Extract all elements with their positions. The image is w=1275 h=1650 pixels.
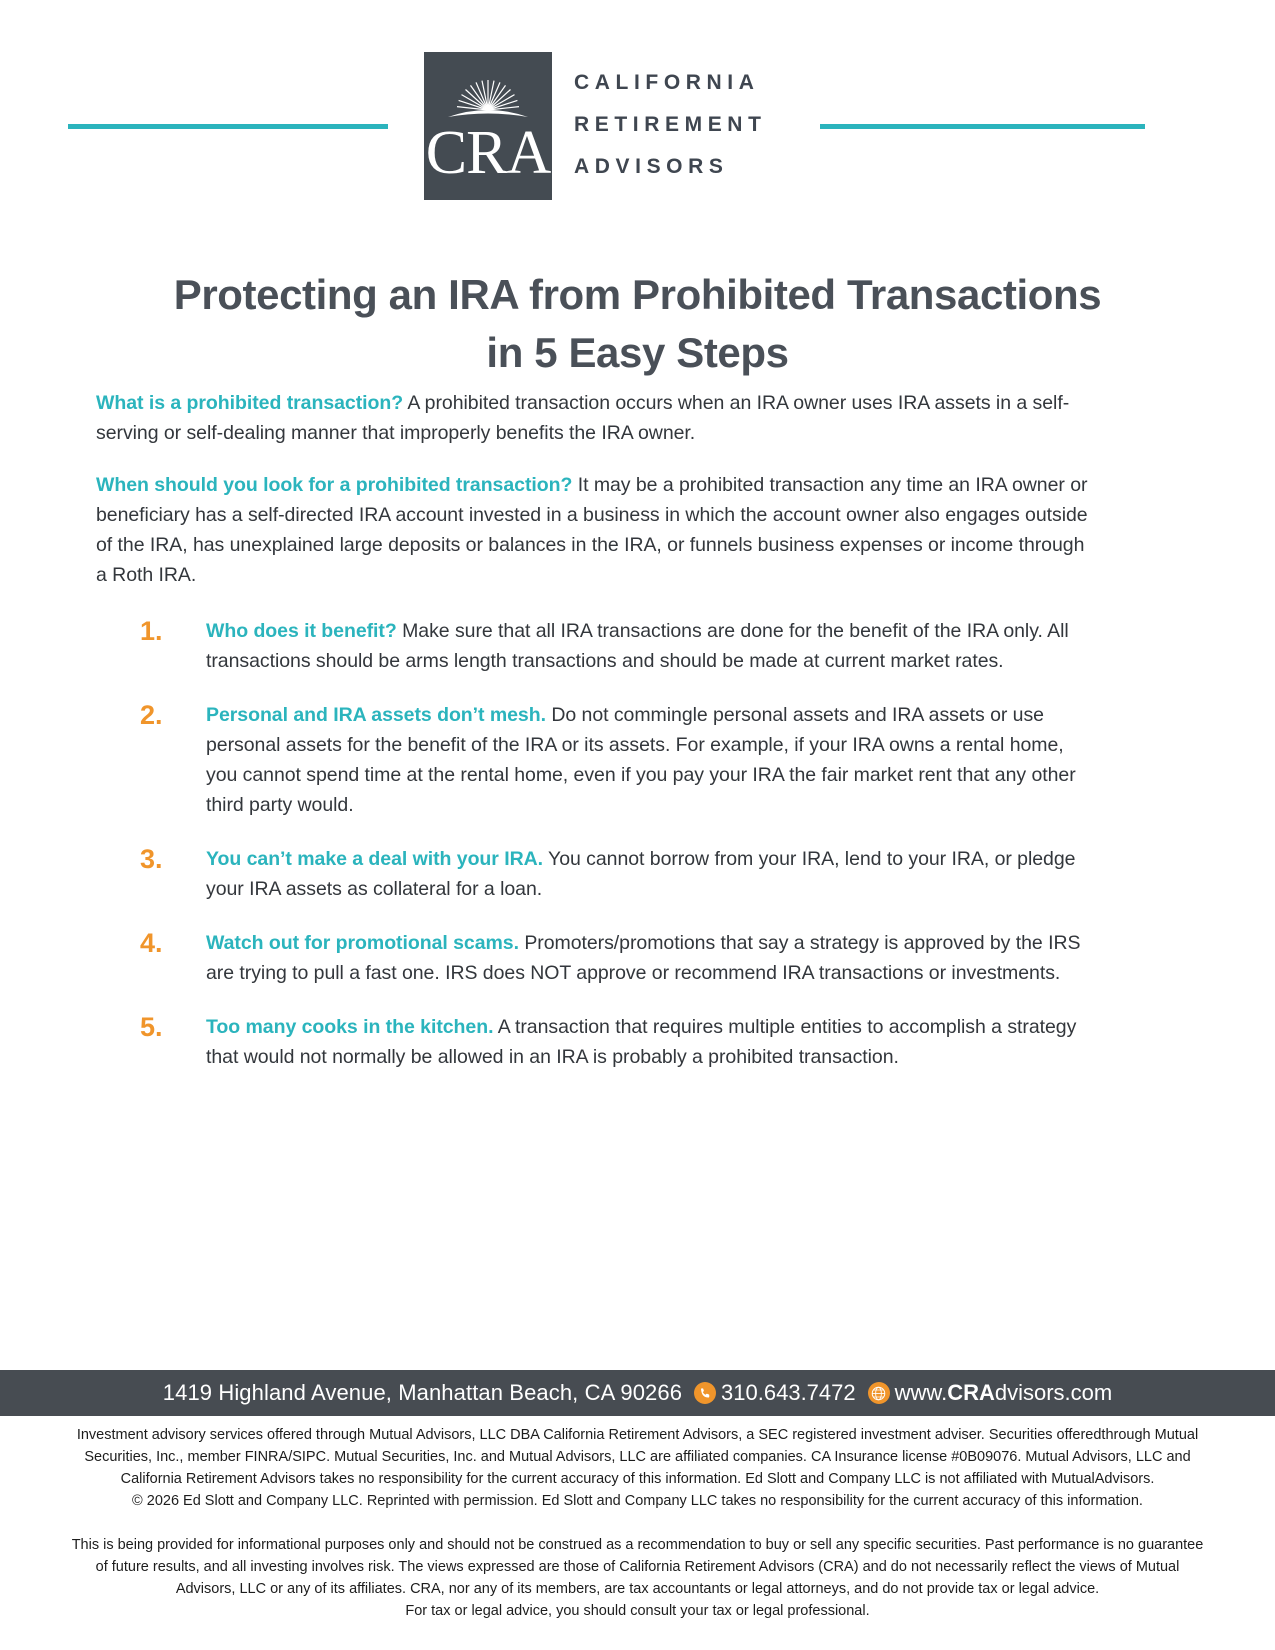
step-heading: You can’t make a deal with your IRA. [206, 848, 544, 870]
disclaimer-block-1: Investment advisory services offered through Mutual Advisors, LLC DBA California Retirement Advisors, a SEC registered investment adviser. Securities offeredthrough Mutual Securities, Inc., member FINRA/SIPC. Mutual Securities, Inc. and Mutual Advisors, LLC are affiliated companies. CA Insurance license #0B09076. Mutual Advisors, LLC and California Retirement Advisors takes no responsibility for the current accuracy of this information. Ed Slott and Company LLC is not affiliated with MutualAdvisors. [76, 1427, 1199, 1487]
step-heading: Too many cooks in the kitchen. [206, 1016, 494, 1038]
step-text [206, 704, 1076, 816]
step-number: 1. [140, 616, 163, 646]
header-rule-right [820, 124, 1145, 129]
document-body [96, 388, 1091, 1096]
disclaimer-block-4: For tax or legal advice, you should consult your tax or legal professional. [405, 1603, 870, 1619]
brand-wordmark [574, 62, 767, 188]
intro-lead-2: When should you look for a prohibited transaction? [96, 474, 573, 496]
disclaimer-spacer [70, 1512, 1205, 1534]
list-item [96, 616, 1091, 676]
disclaimer-block-2: © 2026 Ed Slott and Company LLC. Reprinted with permission. Ed Slott and Company LLC takes no responsibility for the current accuracy of this information. [132, 1493, 1143, 1509]
step-number: 4. [140, 928, 163, 958]
list-item [96, 928, 1091, 988]
list-item [96, 1012, 1091, 1072]
brand-line-2: RETIREMENT [574, 113, 767, 136]
footer-contact-bar [0, 1370, 1275, 1416]
step-text [206, 848, 1075, 900]
intro-lead-1: What is a prohibited transaction? [96, 392, 404, 414]
steps-list [96, 616, 1091, 1072]
brand-line-1: CALIFORNIA [574, 71, 760, 94]
page-header [0, 52, 1275, 200]
list-item [96, 844, 1091, 904]
intro-body-2: It may be a prohibited transaction any time an IRA owner or beneficiary has a self-directed IRA account invested in a business in which the account owner also engages outside of the IRA, has unexplained large deposits or balances in the IRA, or funnels business expenses or income through a Roth IRA. [96, 474, 1088, 586]
website-prefix: www. [894, 1380, 948, 1405]
page-title: Protecting an IRA from Prohibited Transactions in 5 Easy Steps [173, 271, 1102, 377]
intro-paragraph-1 [96, 388, 1091, 448]
step-heading: Personal and IRA assets don’t mesh. [206, 704, 546, 726]
step-body: Promoters/promotions that say a strategy is approved by the IRS are trying to pull a fast one. IRS does NOT approve or recommend IRA transactions or investments. [206, 932, 1081, 984]
legal-disclaimer [70, 1424, 1205, 1622]
step-heading: Who does it benefit? [206, 620, 397, 642]
website-brand: CRA [947, 1380, 995, 1405]
footer-website [895, 1380, 1113, 1406]
header-rule-left [68, 124, 388, 129]
logo-mark [424, 52, 552, 200]
step-text [206, 932, 1080, 984]
step-body: Make sure that all IRA transactions are done for the benefit of the IRA only. All transactions should be arms length transactions and should be made at current market rates. [206, 620, 1069, 672]
footer-phone-group[interactable] [694, 1380, 856, 1406]
step-heading: Watch out for promotional scams. [206, 932, 519, 954]
footer-phone-number: 310.643.7472 [721, 1380, 856, 1405]
intro-paragraph-2 [96, 470, 1091, 590]
step-number: 3. [140, 844, 163, 874]
logo-cra-text: CRA [425, 119, 551, 187]
brand-line-3: ADVISORS [574, 155, 729, 178]
step-body: A transaction that requires multiple entities to accomplish a strategy that would not normally be allowed in an IRA is probably a prohibited transaction. [206, 1016, 1077, 1068]
disclaimer-block-3: This is being provided for informational purposes only and should not be construed as a recommendation to buy or sell any specific securities. Past performance is no guarantee of future results, and all investing involves risk. The views expressed are those of California Retirement Advisors (CRA) and do not necessarily reflect the views of Mutual Advisors, LLC or any of its affiliates. CRA, nor any of its members, are tax accountants or legal attorneys, and do not provide tax or legal advice. [71, 1537, 1204, 1597]
footer-address: 1419 Highland Avenue, Manhattan Beach, CA 90266 [162, 1380, 683, 1405]
step-number: 5. [140, 1012, 163, 1042]
step-text [206, 1016, 1076, 1068]
step-body: Do not commingle personal assets and IRA assets or use personal assets for the benefit of the IRA or its assets. For example, if your IRA owns a rental home, you cannot spend time at the rental home, even if you pay your IRA the fair market rent that any other third party would. [206, 704, 1076, 816]
intro-body-1: A prohibited transaction occurs when an IRA owner uses IRA assets in a self-serving or self-dealing manner that improperly benefits the IRA owner. [96, 392, 1070, 444]
website-suffix: dvisors.com [994, 1380, 1113, 1405]
list-item [96, 700, 1091, 820]
sunrise-icon [446, 74, 530, 120]
step-text [206, 620, 1069, 672]
globe-icon [868, 1382, 890, 1404]
phone-icon [694, 1382, 716, 1404]
step-number: 2. [140, 700, 163, 730]
footer-website-group[interactable] [868, 1380, 1113, 1406]
step-body: You cannot borrow from your IRA, lend to your IRA, or pledge your IRA assets as collateral for a loan. [206, 848, 1076, 900]
